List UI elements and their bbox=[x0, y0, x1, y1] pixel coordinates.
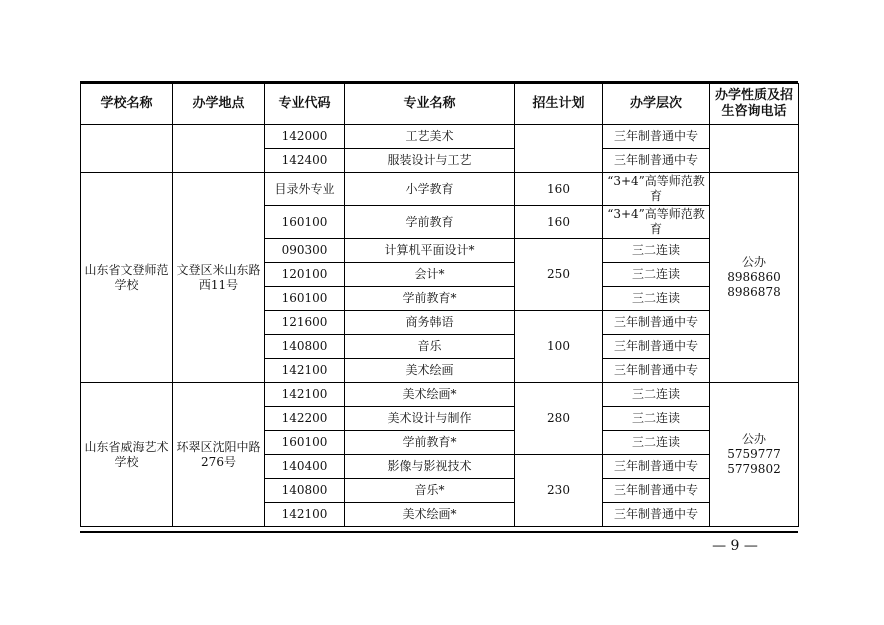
code-cell: 142400 bbox=[265, 149, 345, 173]
plan-cell: 100 bbox=[515, 311, 603, 383]
level-cell: 三二连读 bbox=[603, 287, 710, 311]
major-cell: 美术绘画 bbox=[345, 359, 515, 383]
major-cell: 学前教育* bbox=[345, 431, 515, 455]
level-cell: 三二连读 bbox=[603, 431, 710, 455]
header-nature: 办学性质及招生咨询电话 bbox=[710, 84, 799, 125]
header-major: 专业名称 bbox=[345, 84, 515, 125]
phone-number: 5759777 bbox=[727, 447, 781, 461]
code-cell: 121600 bbox=[265, 311, 345, 335]
school-name-cell: 山东省文登师范学校 bbox=[81, 173, 173, 383]
page-number: — 9 — bbox=[712, 538, 758, 554]
major-cell: 工艺美术 bbox=[345, 125, 515, 149]
school-address-cell: 文登区米山东路西11号 bbox=[173, 173, 265, 383]
school-name-cell: 山东省威海艺术学校 bbox=[81, 383, 173, 527]
major-cell: 音乐 bbox=[345, 335, 515, 359]
school-nature: 公办 bbox=[741, 432, 766, 446]
nature-phone-cell bbox=[710, 173, 799, 383]
major-cell: 美术设计与制作 bbox=[345, 407, 515, 431]
phone-number: 8986860 bbox=[727, 270, 781, 284]
major-cell: 商务韩语 bbox=[345, 311, 515, 335]
address-cell-empty bbox=[173, 125, 265, 173]
plan-cell: 230 bbox=[515, 455, 603, 527]
school-nature: 公办 bbox=[741, 255, 766, 269]
code-cell: 142100 bbox=[265, 359, 345, 383]
major-cell: 服装设计与工艺 bbox=[345, 149, 515, 173]
level-cell: 三年制普通中专 bbox=[603, 455, 710, 479]
code-cell: 142100 bbox=[265, 503, 345, 527]
table-row bbox=[81, 125, 799, 149]
level-cell: 三二连读 bbox=[603, 263, 710, 287]
code-cell: 160100 bbox=[265, 206, 345, 239]
level-cell: 三二连读 bbox=[603, 383, 710, 407]
level-cell: 三年制普通中专 bbox=[603, 479, 710, 503]
table-row bbox=[81, 173, 799, 206]
code-cell: 142100 bbox=[265, 383, 345, 407]
major-cell: 学前教育* bbox=[345, 287, 515, 311]
table-row bbox=[81, 383, 799, 407]
level-cell: 三二连读 bbox=[603, 407, 710, 431]
level-cell: 三年制普通中专 bbox=[603, 149, 710, 173]
code-cell: 160100 bbox=[265, 431, 345, 455]
major-cell: 学前教育 bbox=[345, 206, 515, 239]
level-cell: 三年制普通中专 bbox=[603, 125, 710, 149]
nature-phone-cell bbox=[710, 383, 799, 527]
plan-cell-empty bbox=[515, 125, 603, 173]
school-cell-empty bbox=[81, 125, 173, 173]
phone-number: 8986878 bbox=[727, 285, 781, 299]
header-address: 办学地点 bbox=[173, 84, 265, 125]
header-level: 办学层次 bbox=[603, 84, 710, 125]
code-cell: 目录外专业 bbox=[265, 173, 345, 206]
phone-number: 5779802 bbox=[727, 462, 781, 476]
major-cell: 小学教育 bbox=[345, 173, 515, 206]
admissions-table bbox=[80, 83, 799, 527]
school-address-cell: 环翠区沈阳中路276号 bbox=[173, 383, 265, 527]
code-cell: 142000 bbox=[265, 125, 345, 149]
plan-cell: 160 bbox=[515, 173, 603, 206]
major-cell: 美术绘画* bbox=[345, 383, 515, 407]
code-cell: 120100 bbox=[265, 263, 345, 287]
code-cell: 140800 bbox=[265, 479, 345, 503]
table-header-row bbox=[81, 84, 799, 125]
level-cell: 三年制普通中专 bbox=[603, 359, 710, 383]
level-cell: 三二连读 bbox=[603, 239, 710, 263]
plan-cell: 160 bbox=[515, 206, 603, 239]
code-cell: 160100 bbox=[265, 287, 345, 311]
major-cell: 计算机平面设计* bbox=[345, 239, 515, 263]
plan-cell: 280 bbox=[515, 383, 603, 455]
level-cell: 三年制普通中专 bbox=[603, 311, 710, 335]
major-cell: 会计* bbox=[345, 263, 515, 287]
header-code: 专业代码 bbox=[265, 84, 345, 125]
level-cell: 三年制普通中专 bbox=[603, 335, 710, 359]
level-cell: “3+4”高等师范教育 bbox=[603, 173, 710, 206]
code-cell: 142200 bbox=[265, 407, 345, 431]
level-cell: “3+4”高等师范教育 bbox=[603, 206, 710, 239]
code-cell: 140400 bbox=[265, 455, 345, 479]
header-plan: 招生计划 bbox=[515, 84, 603, 125]
major-cell: 影像与影视技术 bbox=[345, 455, 515, 479]
header-school: 学校名称 bbox=[81, 84, 173, 125]
plan-cell: 250 bbox=[515, 239, 603, 311]
nature-cell-empty bbox=[710, 125, 799, 173]
level-cell: 三年制普通中专 bbox=[603, 503, 710, 527]
code-cell: 090300 bbox=[265, 239, 345, 263]
table-bottom-rule bbox=[80, 531, 798, 533]
major-cell: 音乐* bbox=[345, 479, 515, 503]
code-cell: 140800 bbox=[265, 335, 345, 359]
major-cell: 美术绘画* bbox=[345, 503, 515, 527]
